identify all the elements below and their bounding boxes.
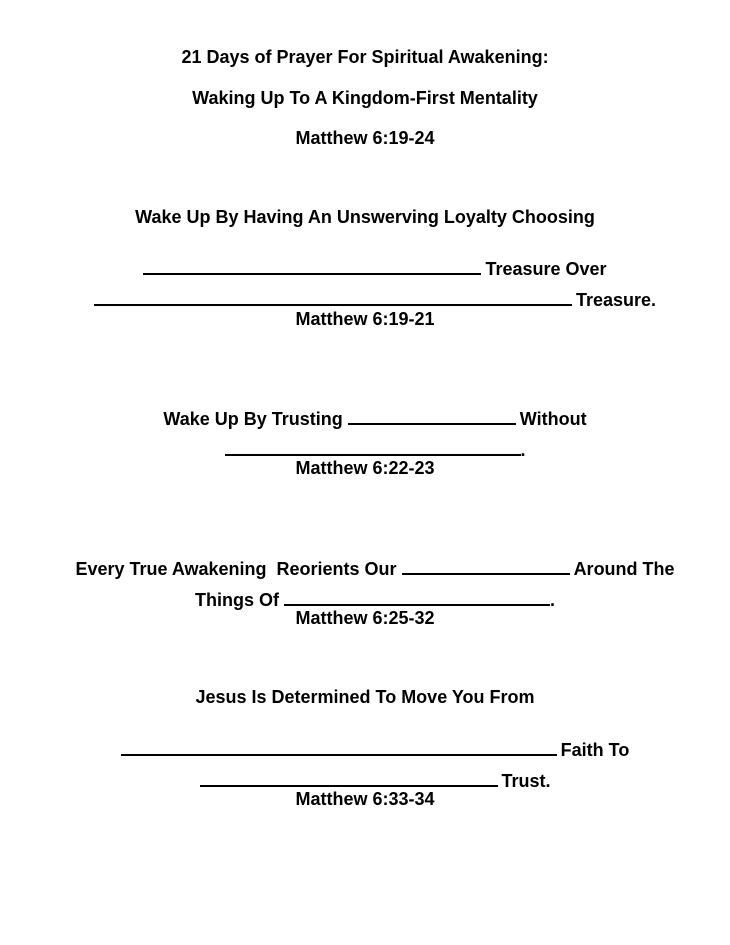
point-3-scripture-reference: Matthew 6:25-32	[295, 608, 435, 628]
point-4-line-2-text: Faith To	[560, 740, 630, 760]
point-4-scripture-reference: Matthew 6:33-34	[295, 789, 435, 809]
point-2-line-1-before: Wake Up By Trusting	[163, 409, 343, 429]
point-3-line-2-before: Things Of	[194, 590, 279, 610]
fill-in-blank[interactable]	[284, 590, 550, 606]
fill-in-blank[interactable]	[94, 290, 572, 306]
header-scripture-reference: Matthew 6:19-24	[295, 128, 435, 148]
point-3-line-2-after: .	[550, 590, 556, 610]
point-2-line-1-after: Without	[519, 409, 587, 429]
point-1-line-1: Wake Up By Having An Unswerving Loyalty Choosing	[135, 207, 595, 227]
page-subtitle: Waking Up To A Kingdom-First Mentality	[192, 88, 538, 108]
point-2-line-2-after: .	[520, 440, 526, 460]
fill-in-blank[interactable]	[225, 440, 521, 456]
point-4-line-1: Jesus Is Determined To Move You From	[195, 687, 535, 707]
point-3-line-1-before: Every True Awakening Reorients Our	[75, 559, 397, 579]
point-2-scripture-reference: Matthew 6:22-23	[295, 458, 435, 478]
page-title: 21 Days of Prayer For Spiritual Awakening:	[181, 47, 549, 67]
point-4-line-3-text: Trust.	[501, 771, 551, 791]
point-1-scripture-reference: Matthew 6:19-21	[295, 309, 435, 329]
point-1-line-3-text: Treasure.	[575, 290, 657, 310]
fill-in-blank[interactable]	[200, 771, 498, 787]
point-1-line-2-text: Treasure Over	[485, 259, 607, 279]
point-3-line-1-after: Around The	[573, 559, 675, 579]
